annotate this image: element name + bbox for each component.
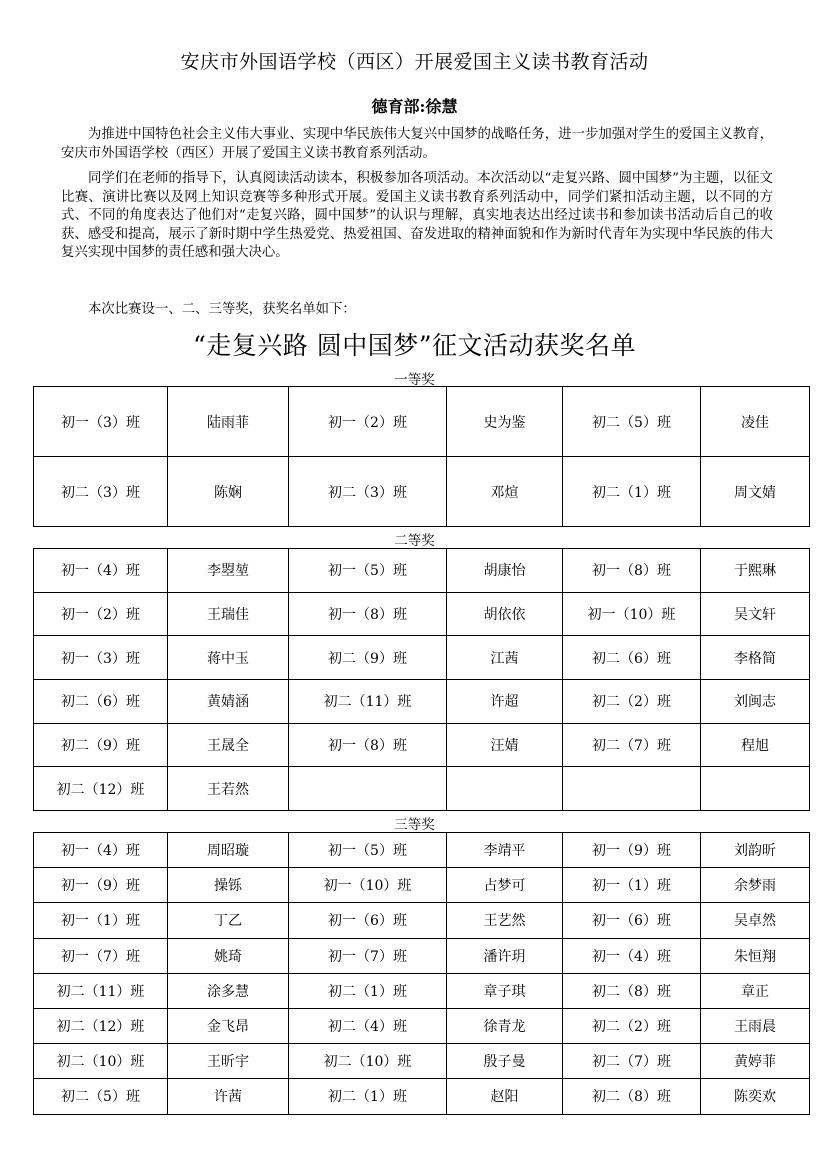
class-cell: 初二（12）班: [34, 1008, 168, 1043]
student-name-cell: 胡依依: [447, 592, 563, 636]
class-cell: 初一（1）班: [34, 903, 168, 938]
first-prize-table: [33, 386, 810, 527]
document-title: 安庆市外国语学校（西区）开展爱国主义读书教育活动: [180, 51, 649, 73]
class-cell: [289, 767, 447, 811]
table-row: [34, 457, 810, 527]
student-name-cell: 于熙琳: [701, 549, 810, 593]
class-cell: 初一（8）班: [289, 592, 447, 636]
class-cell: 初二（1）班: [289, 973, 447, 1008]
award-intro-paragraph: 本次比赛设一、二、三等奖，获奖名单如下：: [88, 302, 356, 317]
class-cell: 初二（11）班: [34, 973, 168, 1008]
table-row: [34, 833, 810, 868]
class-cell: 初二（3）班: [34, 457, 168, 527]
student-name-cell: 姚琦: [168, 938, 289, 973]
third-prize-table: [33, 832, 810, 1115]
table-row: [34, 868, 810, 903]
intro-paragraph: 为推进中国特色社会主义伟大事业、实现中华民族伟大复兴中国梦的战略任务，进一步加强对学生的爱国主义教育，安庆市外国语学校（西区）开展了爱国主义读书教育系列活动。: [61, 127, 773, 161]
class-cell: 初一（9）班: [34, 868, 168, 903]
student-name-cell: 章子琪: [447, 973, 563, 1008]
table-row: [34, 592, 810, 636]
class-cell: 初二（8）班: [563, 1079, 701, 1114]
student-name-cell: 李靖平: [447, 833, 563, 868]
student-name-cell: 王雨晨: [701, 1008, 810, 1043]
class-cell: 初一（2）班: [34, 592, 168, 636]
class-cell: 初一（4）班: [563, 938, 701, 973]
class-cell: 初二（7）班: [563, 723, 701, 767]
student-name-cell: 王瑞佳: [168, 592, 289, 636]
student-name-cell: 涂多慧: [168, 973, 289, 1008]
activity-paragraph: 同学们在老师的指导下，认真阅读活动读本，积极参加各项活动。本次活动以“走复兴路、圆中国梦”为主题，以征文比赛、演讲比赛以及网上知识竞赛等多种形式开展。爱国主义读书教育系列活动中，同学们紧扣活动主题，以不同的方式、不同的角度表达了他们对“走复兴路，圆中国梦”的认识与理解，真实地表达出经过读书和参加读书活动后自己的收获、感受和提高，展示了新时期中学生热爱党、热爱祖国、奋发进取的精神面貌和作为新时代青年为实现中华民族的伟大复兴实现中国梦的责任感和强大决心。: [61, 171, 773, 260]
class-cell: 初一（6）班: [563, 903, 701, 938]
student-name-cell: 李曌堃: [168, 549, 289, 593]
class-cell: 初一（4）班: [34, 549, 168, 593]
student-name-cell: 陈娴: [168, 457, 289, 527]
student-name-cell: 许超: [447, 680, 563, 724]
tier-label-second: 二等奖: [394, 533, 435, 549]
student-name-cell: 陈奕欢: [701, 1079, 810, 1114]
student-name-cell: 朱恒翔: [701, 938, 810, 973]
class-cell: 初一（5）班: [289, 549, 447, 593]
table-row: [34, 973, 810, 1008]
student-name-cell: 占梦可: [447, 868, 563, 903]
student-name-cell: 凌佳: [701, 387, 810, 457]
student-name-cell: 邓煊: [447, 457, 563, 527]
table-row: [34, 723, 810, 767]
class-cell: 初二（11）班: [289, 680, 447, 724]
student-name-cell: 赵阳: [447, 1079, 563, 1114]
student-name-cell: 余梦雨: [701, 868, 810, 903]
student-name-cell: 金飞昂: [168, 1008, 289, 1043]
student-name-cell: 李格简: [701, 636, 810, 680]
class-cell: 初一（6）班: [289, 903, 447, 938]
student-name-cell: 周昭璇: [168, 833, 289, 868]
student-name-cell: 刘闽志: [701, 680, 810, 724]
student-name-cell: 王艺然: [447, 903, 563, 938]
table-row: [34, 1008, 810, 1043]
table-row: [34, 903, 810, 938]
student-name-cell: 胡康怡: [447, 549, 563, 593]
class-cell: 初二（7）班: [563, 1044, 701, 1079]
student-name-cell: [447, 767, 563, 811]
student-name-cell: 黄婷菲: [701, 1044, 810, 1079]
class-cell: 初一（10）班: [563, 592, 701, 636]
class-cell: 初一（7）班: [34, 938, 168, 973]
student-name-cell: 王昕宇: [168, 1044, 289, 1079]
student-name-cell: 周文婧: [701, 457, 810, 527]
class-cell: 初一（2）班: [289, 387, 447, 457]
student-name-cell: 丁乙: [168, 903, 289, 938]
student-name-cell: 吴文轩: [701, 592, 810, 636]
class-cell: 初二（1）班: [563, 457, 701, 527]
student-name-cell: 潘许玥: [447, 938, 563, 973]
class-cell: 初一（8）班: [289, 723, 447, 767]
class-cell: 初一（1）班: [563, 868, 701, 903]
student-name-cell: 徐青龙: [447, 1008, 563, 1043]
student-name-cell: 吴卓然: [701, 903, 810, 938]
student-name-cell: 汪婧: [447, 723, 563, 767]
class-cell: 初二（10）班: [34, 1044, 168, 1079]
class-cell: 初二（5）班: [34, 1079, 168, 1114]
table-row: [34, 387, 810, 457]
class-cell: 初二（4）班: [289, 1008, 447, 1043]
class-cell: 初一（4）班: [34, 833, 168, 868]
student-name-cell: 王若然: [168, 767, 289, 811]
student-name-cell: 殷子曼: [447, 1044, 563, 1079]
table-row: [34, 680, 810, 724]
class-cell: 初一（5）班: [289, 833, 447, 868]
student-name-cell: 史为鉴: [447, 387, 563, 457]
student-name-cell: 许茜: [168, 1079, 289, 1114]
class-cell: 初二（5）班: [563, 387, 701, 457]
second-prize-table: [33, 548, 810, 811]
student-name-cell: 王晟全: [168, 723, 289, 767]
class-cell: 初一（10）班: [289, 868, 447, 903]
class-cell: 初二（6）班: [563, 636, 701, 680]
student-name-cell: 陆雨菲: [168, 387, 289, 457]
class-cell: 初二（10）班: [289, 1044, 447, 1079]
student-name-cell: 刘韵昕: [701, 833, 810, 868]
table-row: [34, 767, 810, 811]
student-name-cell: 江茜: [447, 636, 563, 680]
class-cell: 初二（6）班: [34, 680, 168, 724]
class-cell: 初二（1）班: [289, 1079, 447, 1114]
class-cell: 初二（9）班: [34, 723, 168, 767]
table-row: [34, 636, 810, 680]
class-cell: 初二（3）班: [289, 457, 447, 527]
class-cell: 初二（9）班: [289, 636, 447, 680]
student-name-cell: 章正: [701, 973, 810, 1008]
class-cell: 初一（3）班: [34, 636, 168, 680]
tier-label-third: 三等奖: [394, 817, 435, 833]
student-name-cell: 程旭: [701, 723, 810, 767]
class-cell: 初二（12）班: [34, 767, 168, 811]
class-cell: 初二（2）班: [563, 1008, 701, 1043]
class-cell: 初二（8）班: [563, 973, 701, 1008]
table-row: [34, 938, 810, 973]
table-row: [34, 1079, 810, 1114]
student-name-cell: 黄婧涵: [168, 680, 289, 724]
student-name-cell: 蒋中玉: [168, 636, 289, 680]
class-cell: [563, 767, 701, 811]
tier-label-first: 一等奖: [394, 372, 435, 388]
class-cell: 初一（3）班: [34, 387, 168, 457]
award-list-title: “走复兴路 圆中国梦”征文活动获奖名单: [192, 331, 636, 360]
class-cell: 初二（2）班: [563, 680, 701, 724]
class-cell: 初一（8）班: [563, 549, 701, 593]
class-cell: 初一（7）班: [289, 938, 447, 973]
student-name-cell: 操铄: [168, 868, 289, 903]
table-row: [34, 1044, 810, 1079]
student-name-cell: [701, 767, 810, 811]
author-line: 德育部:徐慧: [371, 97, 458, 116]
class-cell: 初一（9）班: [563, 833, 701, 868]
table-row: [34, 549, 810, 593]
